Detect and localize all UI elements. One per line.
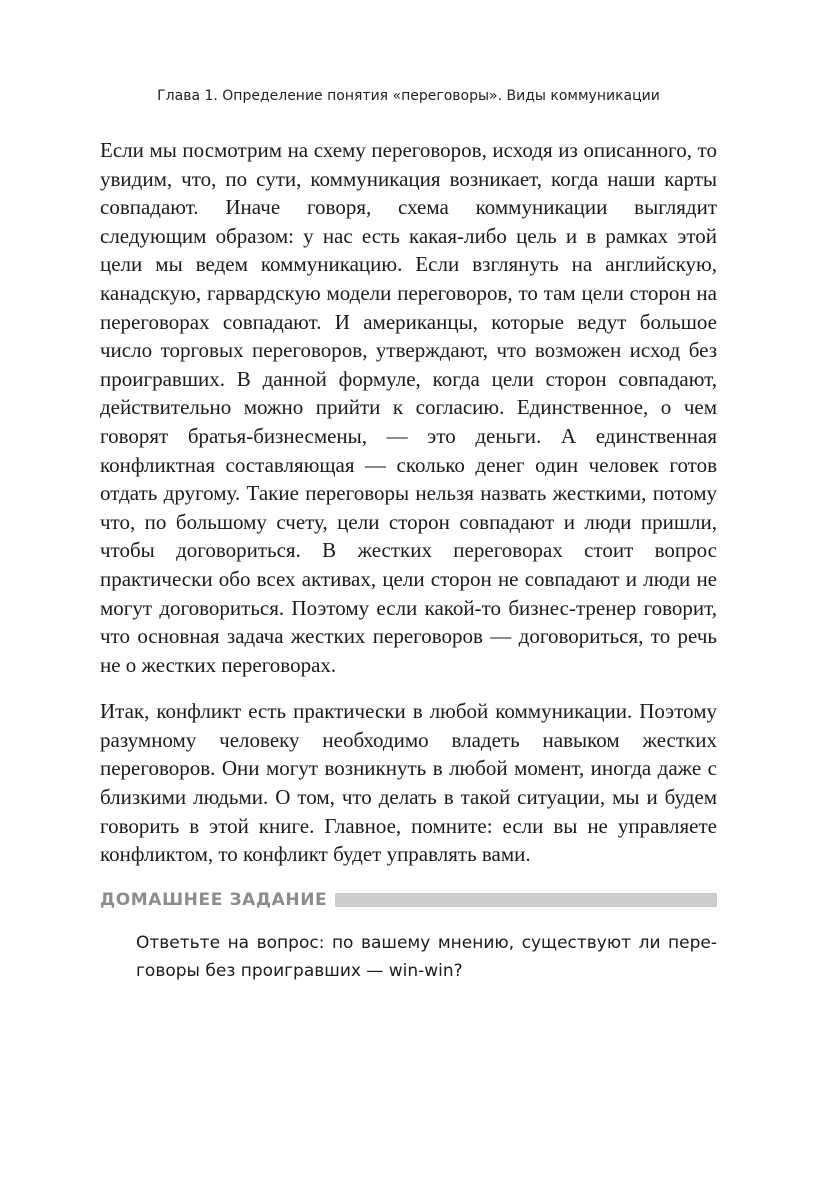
paragraph-2: Итак, конфликт есть практически в любой коммуникации. Поэтому разумному человеку необходимо владеть навыком жестких переговоров. Они могут возникнуть в любой момент, иногда даже с близкими людьми. О том, что делать в такой ситуации, мы и будем говорить в этой книге. Главное, помните: если вы не управляете конфликтом, то конфликт будет управлять вами. [100,699,717,867]
running-header: Глава 1. Определение понятия «переговоры». Виды коммуникации [157,88,660,104]
paragraph-1: Если мы посмотрим на схему переговоров, исходя из описанного, то увидим, что, по сути, коммуникация возникает, когда наши карты совпадают. Иначе говоря, схема коммуникации выглядит следующим образом: у нас есть какая-либо цель и в рамках этой цели мы ведем коммуникацию. Если взглянуть на английскую, канадскую, гарвардскую модели переговоров, то там цели сторон на переговорах совпадают. И американцы, которые ведут большое число торговых переговоров, утверждают, что возможен исход без проигравших. В данной формуле, когда цели сторон совпадают, действительно можно прийти к согласию. Единственное, о чем говорят братья-бизнесмены, — это деньги. А единственная конфликтная составляющая — сколько денег один человек готов отдать другому. Такие переговоры нельзя назвать жесткими, потому что, по большому счету, цели сторон совпадают и люди пришли, чтобы договориться. В жестких переговорах стоит вопрос практически обо всех активах, цели сторон не совпадают и люди не могут договориться. Поэтому если какой-то бизнес-тренер говорит, что основная задача жестких переговоров — договориться, то речь не о жестких переговорах. [100,138,717,677]
homework-heading [100,888,717,912]
main-text [100,136,717,869]
homework-question: Ответьте на вопрос: по вашему мнению, существуют ли переговоры без проигравших — win-win? [136,933,717,981]
homework-title: ДОМАШНЕЕ ЗАДАНИЕ [100,890,328,910]
homework-heading-bar [335,893,717,907]
